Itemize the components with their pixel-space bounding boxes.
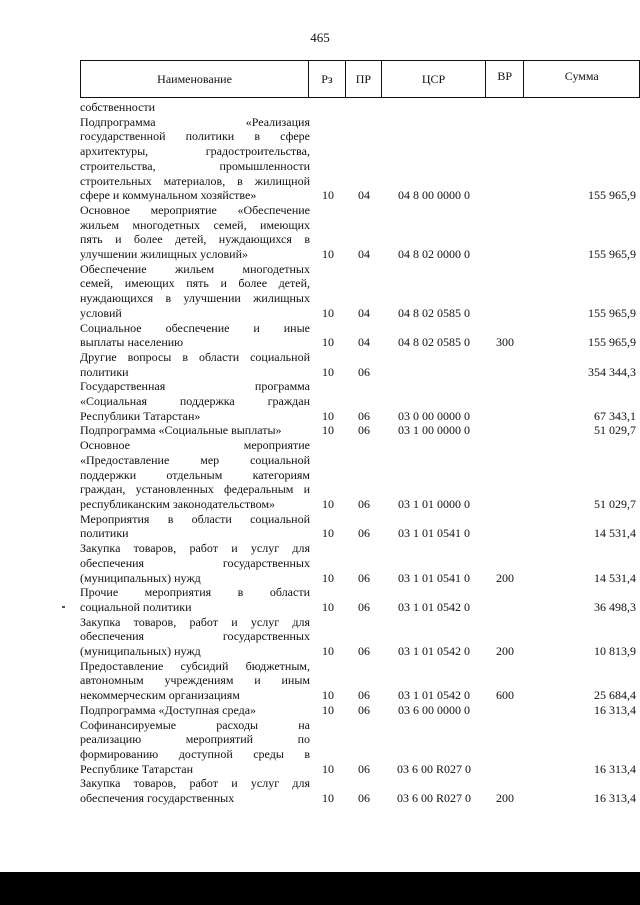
row-name-line: обеспечения государственных: [80, 555, 310, 570]
row-rz: 10: [322, 599, 334, 614]
row-name-line: Социальное обеспечение и иные: [80, 320, 310, 335]
row-pr: 04: [358, 305, 370, 320]
row-sum: 25 684,4: [594, 688, 636, 703]
row-sum: 51 029,7: [594, 423, 636, 438]
table-row: [80, 100, 640, 115]
row-pr: 06: [358, 570, 370, 585]
row-csr: 04 8 02 0585 0: [398, 305, 470, 320]
row-pr: 06: [358, 408, 370, 423]
row-csr: 03 1 01 0542 0: [398, 644, 470, 659]
row-rz: 10: [322, 423, 334, 438]
table-row: [80, 379, 640, 423]
table-row: [80, 438, 640, 512]
row-sum: 16 313,4: [594, 702, 636, 717]
row-name-line: «Социальная поддержка граждан: [80, 394, 310, 409]
row-pr: 06: [358, 599, 370, 614]
row-pr: 06: [358, 364, 370, 379]
row-csr: 03 6 00 R027 0: [396, 761, 471, 776]
row-csr: 03 1 01 0542 0: [398, 688, 470, 703]
row-name-line: семей, имеющих пять и более детей,: [80, 276, 310, 291]
row-name: [80, 615, 310, 659]
row-rz: 10: [322, 570, 334, 585]
row-name: [80, 115, 310, 203]
table-header: [80, 60, 640, 98]
header-sum: Сумма: [523, 61, 639, 97]
row-sum: 36 498,3: [594, 599, 636, 614]
row-name: [80, 203, 310, 262]
row-name-line: Обеспечение жильем многодетных: [80, 261, 310, 276]
row-name-line: Республики Татарстан»: [80, 408, 201, 423]
row-name-line: формированию доступной среды в: [80, 746, 310, 761]
row-sum: 10 813,9: [594, 644, 636, 659]
table-row: [80, 585, 640, 614]
row-rz: 10: [322, 408, 334, 423]
row-name: [80, 776, 310, 805]
row-rz: 10: [322, 688, 334, 703]
row-vr: 200: [496, 791, 514, 806]
row-sum: 155 965,9: [588, 335, 636, 350]
row-name-line: реализацию мероприятий по: [80, 732, 310, 747]
row-rz: 10: [322, 644, 334, 659]
row-name-line: (муниципальных) нужд: [80, 644, 201, 659]
row-rz: 10: [322, 188, 334, 203]
row-pr: 04: [358, 188, 370, 203]
row-name-line: собственности: [80, 100, 156, 114]
row-name-line: сфере и коммунальном хозяйстве»: [80, 188, 257, 203]
row-pr: 06: [358, 496, 370, 511]
row-pr: 06: [358, 423, 370, 438]
row-vr: 600: [496, 688, 514, 703]
table-row: [80, 350, 640, 379]
row-name: [80, 321, 310, 350]
row-name: [80, 512, 310, 541]
table-body: [80, 98, 640, 806]
row-name-line: пять и более детей, нуждающихся в: [80, 232, 310, 247]
table-row: [80, 776, 640, 805]
row-name-line: Основное мероприятие: [80, 438, 310, 453]
row-sum: 354 344,3: [588, 364, 636, 379]
row-name-line: строительства, промышленности: [80, 158, 310, 173]
row-name-line: Закупка товаров, работ и услуг для: [80, 776, 310, 791]
row-name: [80, 100, 310, 115]
row-csr: 04 8 02 0000 0: [398, 247, 470, 262]
row-sum: 155 965,9: [588, 305, 636, 320]
row-name: [80, 541, 310, 585]
row-name-line: Софинансируемые расходы на: [80, 717, 310, 732]
row-sum: 16 313,4: [594, 791, 636, 806]
row-sum: 51 029,7: [594, 496, 636, 511]
row-sum: 16 313,4: [594, 761, 636, 776]
row-rz: 10: [322, 526, 334, 541]
row-vr: 300: [496, 335, 514, 350]
row-csr: 03 1 00 0000 0: [398, 423, 470, 438]
row-name: [80, 703, 310, 718]
row-rz: 10: [322, 247, 334, 262]
header-rz: Рз: [308, 61, 345, 97]
table-row: [80, 203, 640, 262]
row-name: [80, 585, 310, 614]
row-csr: 04 8 02 0585 0: [398, 335, 470, 350]
row-sum: 14 531,4: [594, 526, 636, 541]
header-pr: ПР: [345, 61, 382, 97]
row-pr: 04: [358, 335, 370, 350]
row-name: [80, 350, 310, 379]
row-sum: 67 343,1: [594, 408, 636, 423]
row-name-line: архитектуры, градостроительства,: [80, 144, 310, 159]
row-csr: 03 6 00 0000 0: [398, 702, 470, 717]
row-name: [80, 438, 310, 512]
row-rz: 10: [322, 335, 334, 350]
table-row: [80, 659, 640, 703]
page-number: 465: [310, 30, 330, 45]
row-csr: 03 6 00 R027 0: [396, 791, 471, 806]
row-name-line: социальной политики: [80, 599, 192, 614]
row-pr: 06: [358, 644, 370, 659]
row-name-line: «Предоставление мер социальной: [80, 452, 310, 467]
row-csr: 03 1 01 0541 0: [398, 570, 470, 585]
row-name-line: Предоставление субсидий бюджетным,: [80, 658, 310, 673]
row-name-line: нуждающихся в улучшении жилищных: [80, 291, 310, 306]
row-pr: 06: [358, 702, 370, 717]
table-row: [80, 321, 640, 350]
row-name: [80, 262, 310, 321]
row-name-line: Государственная программа: [80, 379, 310, 394]
table-row: [80, 703, 640, 718]
row-name-line: Прочие мероприятия в области: [80, 585, 310, 600]
row-name: [80, 379, 310, 423]
table-row: [80, 718, 640, 777]
row-name-line: Закупка товаров, работ и услуг для: [80, 614, 310, 629]
row-rz: 10: [322, 364, 334, 379]
row-pr: 06: [358, 761, 370, 776]
table-row: [80, 262, 640, 321]
row-csr: 04 8 00 0000 0: [398, 188, 470, 203]
row-name-line: Мероприятия в области социальной: [80, 511, 310, 526]
row-name-line: Основное мероприятие «Обеспечение: [80, 202, 310, 217]
table-row: [80, 615, 640, 659]
row-name: [80, 718, 310, 777]
scan-mark: [62, 606, 65, 608]
row-name-line: Подпрограмма «Доступная среда»: [80, 702, 257, 717]
row-name-line: Подпрограмма «Реализация: [80, 114, 310, 129]
row-csr: 03 1 01 0000 0: [398, 496, 470, 511]
row-name: [80, 423, 310, 438]
row-pr: 04: [358, 247, 370, 262]
row-name-line: Подпрограмма «Социальные выплаты»: [80, 423, 282, 438]
row-name-line: условий: [80, 305, 122, 320]
row-name-line: Другие вопросы в области социальной: [80, 349, 310, 364]
row-pr: 06: [358, 791, 370, 806]
row-name-line: улучшении жилищных условий»: [80, 247, 248, 262]
row-name-line: поддержки отдельным категориям: [80, 467, 310, 482]
row-name-line: политики: [80, 526, 129, 541]
row-sum: 14 531,4: [594, 570, 636, 585]
row-csr: 03 1 01 0541 0: [398, 526, 470, 541]
row-name-line: государственной политики в сфере: [80, 129, 310, 144]
table-row: [80, 512, 640, 541]
row-name-line: автономным учреждениям и иным: [80, 673, 310, 688]
row-name-line: обеспечения государственных: [80, 629, 310, 644]
row-csr: 03 0 00 0000 0: [398, 408, 470, 423]
row-name-line: некоммерческим организациям: [80, 688, 240, 703]
row-name-line: обеспечения государственных: [80, 791, 235, 806]
header-name: Наименование: [157, 71, 232, 86]
row-sum: 155 965,9: [588, 247, 636, 262]
row-vr: 200: [496, 644, 514, 659]
row-rz: 10: [322, 702, 334, 717]
row-name: [80, 659, 310, 703]
row-sum: 155 965,9: [588, 188, 636, 203]
row-pr: 06: [358, 526, 370, 541]
row-name-line: граждан, установленных федеральным и: [80, 482, 310, 497]
row-name-line: политики: [80, 364, 129, 379]
header-csr: ЦСР: [381, 61, 485, 97]
row-rz: 10: [322, 496, 334, 511]
row-name-line: республиканским законодательством»: [80, 496, 276, 511]
row-name-line: выплаты населению: [80, 335, 184, 350]
row-name-line: Закупка товаров, работ и услуг для: [80, 541, 310, 556]
budget-table: [80, 60, 640, 806]
row-csr: 03 1 01 0542 0: [398, 599, 470, 614]
table-row: [80, 423, 640, 438]
row-name-line: строительных материалов, в жилищной: [80, 173, 310, 188]
table-row: [80, 115, 640, 203]
row-pr: 06: [358, 688, 370, 703]
row-rz: 10: [322, 305, 334, 320]
row-name-line: жильем многодетных семей, имеющих: [80, 217, 310, 232]
table-row: [80, 541, 640, 585]
row-name-line: (муниципальных) нужд: [80, 570, 201, 585]
header-vr: ВР: [485, 61, 524, 97]
row-vr: 200: [496, 570, 514, 585]
row-rz: 10: [322, 761, 334, 776]
row-name-line: Республике Татарстан: [80, 761, 194, 776]
scan-border: [0, 872, 640, 905]
row-rz: 10: [322, 791, 334, 806]
